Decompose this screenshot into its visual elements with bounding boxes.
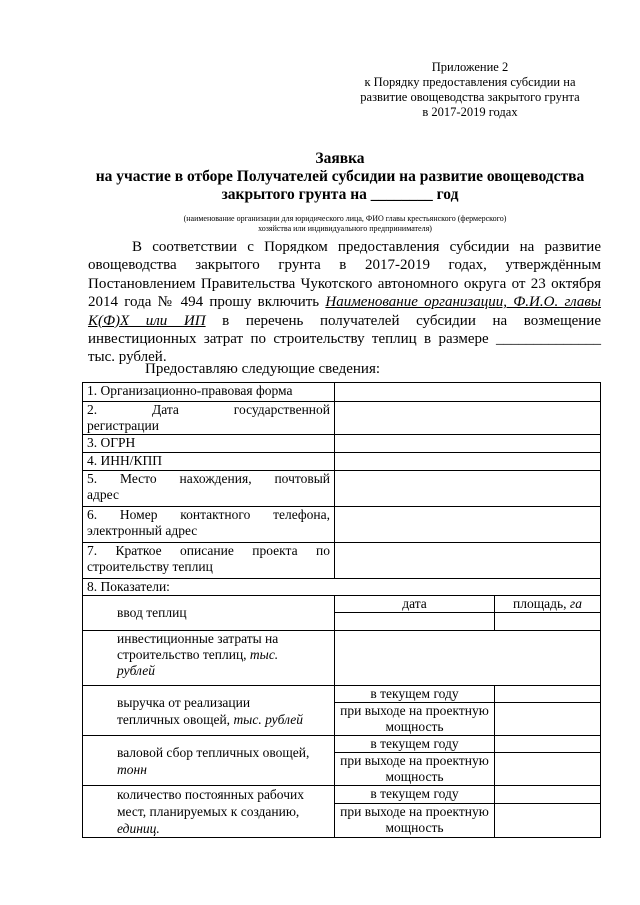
- appendix-line: Приложение 2: [431, 60, 509, 74]
- cell-line: 6. Номер контактного телефона,: [87, 507, 330, 522]
- applicant-placeholder: Наименование организации, Ф.И.О. главы К(Ф)Х или ИП: [88, 294, 602, 329]
- row-indicators: 8. Показатели:: [83, 579, 601, 596]
- date-value-cell[interactable]: [335, 613, 495, 631]
- value-cell[interactable]: [495, 753, 601, 786]
- area-label: площадь,: [513, 596, 570, 611]
- title-line: Заявка: [315, 150, 365, 167]
- current-year-label: в текущем году: [335, 736, 495, 753]
- value-cell[interactable]: [335, 507, 601, 543]
- value-cell[interactable]: [495, 686, 601, 703]
- cell-text: тепличных овощей,: [117, 711, 234, 727]
- investment-costs-label: [83, 631, 335, 686]
- appendix-line: к Порядку предоставления субсидии на: [364, 75, 576, 89]
- unit-text: тыс.: [249, 647, 279, 662]
- cell-line: мощность: [385, 719, 444, 734]
- paragraph-text: в перечень получателей субсидии на возмещение инвестиционных затрат по строительству теплиц в размере ______________ тыс. рублей.: [88, 312, 601, 366]
- cell-line: мест, планируемых к созданию,: [117, 804, 300, 819]
- cell-line: при выходе на проектную: [340, 753, 489, 768]
- applicant-name-note: [130, 214, 560, 234]
- row-project-description: [83, 543, 335, 579]
- value-cell[interactable]: [335, 402, 601, 435]
- unit-text: рублей: [117, 663, 155, 678]
- cell-line: при выходе на проектную: [340, 703, 489, 718]
- value-cell[interactable]: [335, 543, 601, 579]
- current-year-label: в текущем году: [335, 786, 495, 804]
- revenue-label: [83, 686, 335, 736]
- value-cell[interactable]: [335, 435, 601, 453]
- design-capacity-label: [335, 804, 495, 838]
- document-title: [60, 150, 620, 204]
- application-paragraph: [88, 238, 601, 367]
- cell-line: выручка от реализации: [117, 694, 251, 710]
- area-value-cell[interactable]: [495, 613, 601, 631]
- cell-line: мощность: [385, 769, 444, 784]
- value-cell[interactable]: [495, 703, 601, 736]
- cell-text: строительство теплиц,: [117, 647, 250, 662]
- cell-line: регистрации: [87, 418, 159, 433]
- column-area: [495, 596, 601, 613]
- row-contacts: [83, 507, 335, 543]
- area-unit: га: [569, 596, 582, 611]
- jobs-label: [83, 786, 335, 838]
- row-address: [83, 471, 335, 507]
- cell-line: [117, 711, 330, 728]
- cell-line: [117, 647, 330, 663]
- cell-line: электронный адрес: [87, 523, 198, 538]
- intro-line: Предоставляю следующие сведения:: [145, 361, 381, 377]
- appendix-header: [330, 60, 610, 120]
- cell-line: строительству теплиц: [87, 559, 213, 574]
- value-cell[interactable]: [495, 804, 601, 838]
- value-cell[interactable]: [335, 471, 601, 507]
- title-line: на участие в отборе Получателей субсидии на развитие овощеводства: [95, 168, 585, 185]
- cell-line: инвестиционные затраты на: [117, 631, 279, 646]
- note-line: хозяйства или индивидуального предпринимателя): [258, 224, 432, 233]
- cell-line: мощность: [385, 820, 444, 836]
- cell-line: 7. Краткое описание проекта по: [87, 543, 330, 558]
- title-line: закрытого грунта на ________ год: [221, 186, 459, 203]
- value-cell[interactable]: [495, 736, 601, 753]
- value-cell[interactable]: [335, 383, 601, 402]
- unit-text: тонн: [117, 761, 147, 777]
- greenhouse-input-label: ввод теплиц: [83, 596, 335, 631]
- row-registration-date: [83, 402, 335, 435]
- value-cell[interactable]: [335, 453, 601, 471]
- note-line: (наименование организации для юридического лица, ФИО главы крестьянского (фермерского): [183, 214, 507, 223]
- value-cell[interactable]: [495, 786, 601, 804]
- cell-line: 5. Место нахождения, почтовый: [87, 471, 330, 486]
- current-year-label: в текущем году: [335, 686, 495, 703]
- row-legal-form: 1. Организационно-правовая форма: [83, 383, 335, 402]
- design-capacity-label: [335, 703, 495, 736]
- unit-text: тыс. рублей: [233, 711, 304, 727]
- appendix-line: в 2017-2019 годах: [422, 105, 518, 119]
- cell-line: адрес: [87, 487, 119, 502]
- harvest-label: [83, 736, 335, 786]
- design-capacity-label: [335, 753, 495, 786]
- row-inn-kpp: 4. ИНН/КПП: [83, 453, 335, 471]
- information-table: [82, 382, 601, 838]
- value-cell[interactable]: [335, 631, 601, 686]
- appendix-line: развитие овощеводства закрытого грунта: [360, 90, 580, 104]
- cell-line: при выходе на проектную: [340, 804, 489, 820]
- row-ogrn: 3. ОГРН: [83, 435, 335, 453]
- cell-line: валовой сбор тепличных овощей,: [117, 744, 310, 760]
- column-date: дата: [335, 596, 495, 613]
- cell-line: 2. Дата государственной: [87, 402, 330, 417]
- paragraph-text: В соответствии с Порядком предоставления субсидии на развитие овощеводства закрытого грунта в 2017-2019 годах, утверждённым Постановлением Правительства Чукотского автономного округа от 23 октября 2014 года № 494 прошу включить: [88, 239, 601, 311]
- unit-text: единиц.: [117, 821, 160, 836]
- cell-line: количество постоянных рабочих: [117, 787, 304, 802]
